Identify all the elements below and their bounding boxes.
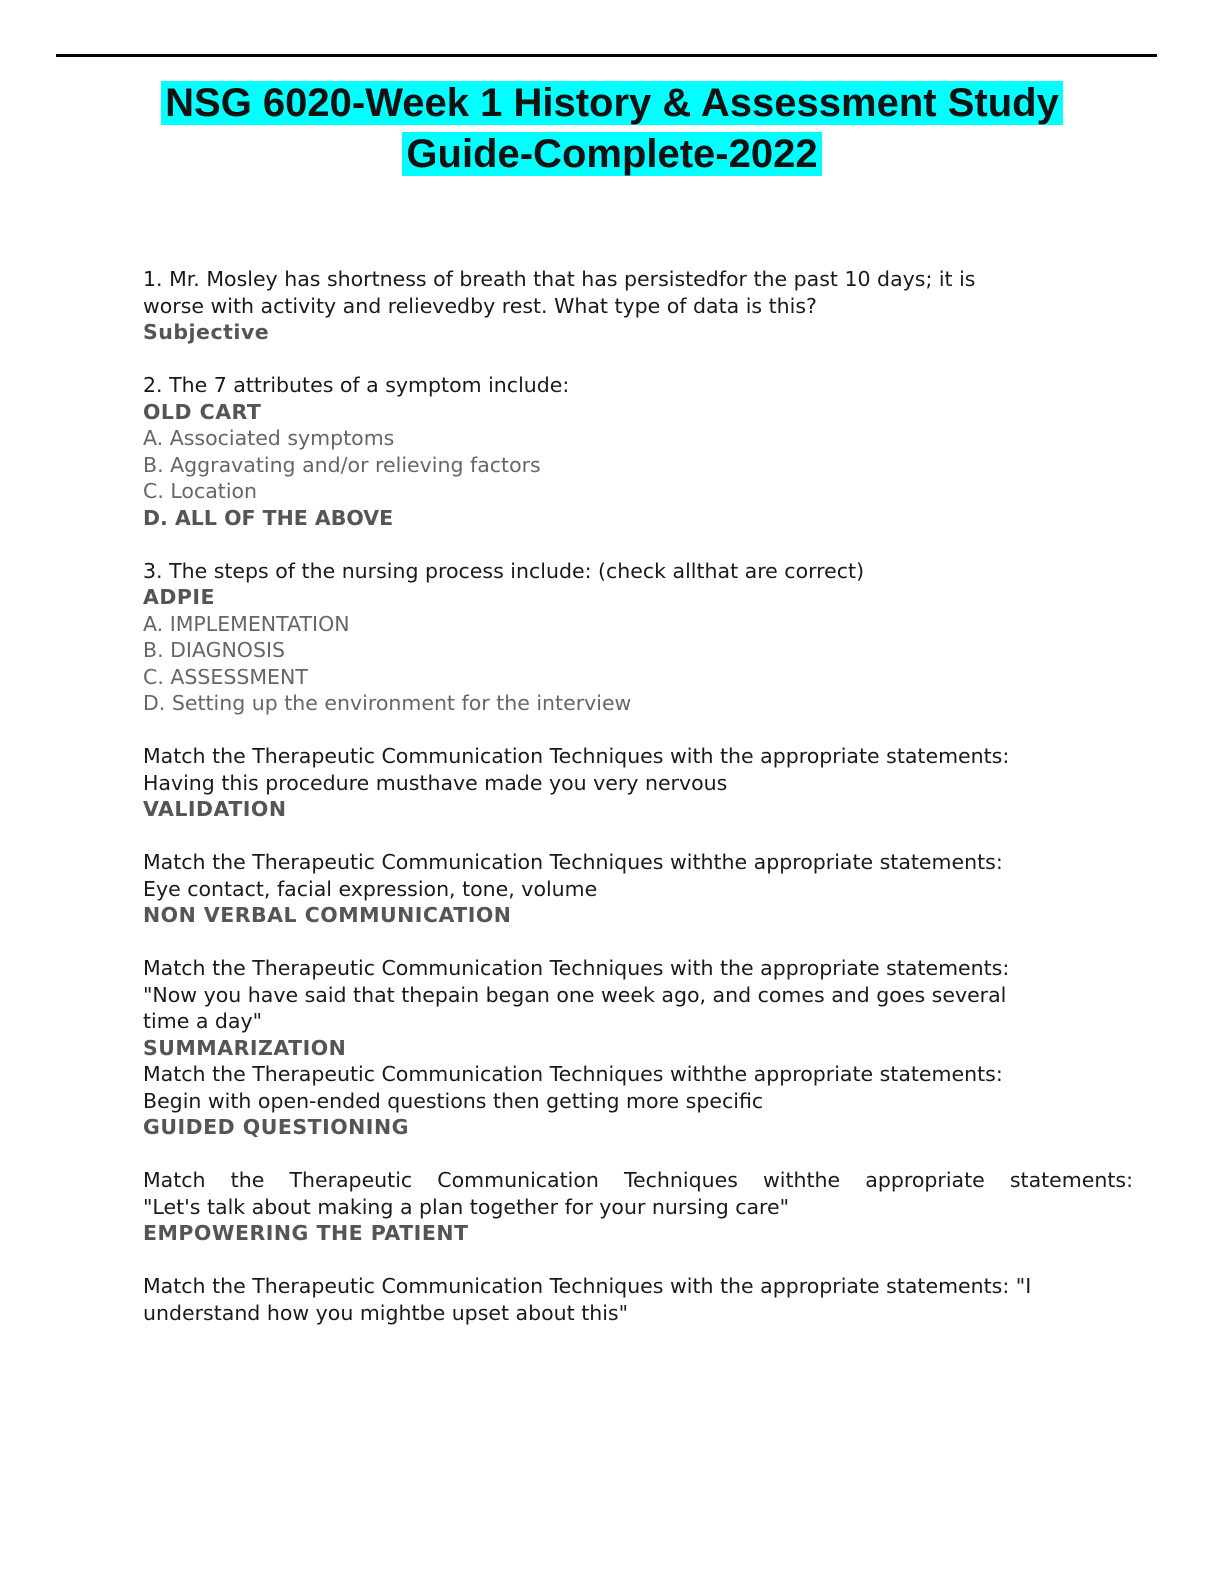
- match-3: [143, 955, 1133, 1061]
- option-d: D. Setting up the environment for the interview: [143, 691, 632, 715]
- match-1: [143, 743, 1133, 823]
- option-c: C. Location: [143, 479, 258, 503]
- match-prompt: Match the Therapeutic Communication Techniques with the appropriate statements:: [143, 744, 1010, 768]
- option-d: D. ALL OF THE ABOVE: [143, 505, 394, 530]
- match-prompt: Match the Therapeutic Communication Techniques with the appropriate statements:: [143, 956, 1010, 980]
- question-text: 1. Mr. Mosley has shortness of breath that has persistedfor the past 10 days; it is: [143, 267, 976, 291]
- question-1: [143, 266, 1133, 346]
- answer: NON VERBAL COMMUNICATION: [143, 903, 512, 927]
- match-prompt: Match the Therapeutic Communication Techniques with the appropriate statements: "I: [143, 1274, 1032, 1298]
- title-line-1: NSG 6020-Week 1 History & Assessment Study: [161, 81, 1063, 125]
- match-prompt: Match the Therapeutic Communication Techniques withthe appropriate statements:: [143, 850, 1003, 874]
- match-statement: Begin with open-ended questions then getting more specific: [143, 1088, 764, 1113]
- option-b: B. Aggravating and/or relieving factors: [143, 452, 541, 477]
- match-prompt: Match the Therapeutic Communication Techniques withthe appropriate statements:: [143, 1062, 1003, 1086]
- match-statement: "Let's talk about making a plan together for your nursing care": [143, 1194, 790, 1219]
- match-statement: Having this procedure musthave made you very nervous: [143, 770, 728, 795]
- answer: OLD CART: [143, 399, 262, 424]
- match-6: [143, 1273, 1133, 1326]
- title-line-2: Guide-Complete-2022: [402, 132, 821, 176]
- answer: VALIDATION: [143, 797, 287, 821]
- question-text: 3. The steps of the nursing process include: (check allthat are correct): [143, 558, 865, 583]
- question-3: [143, 558, 1133, 717]
- match-4: [143, 1061, 1133, 1141]
- match-2: [143, 849, 1133, 929]
- match-statement: "Now you have said that thepain began one week ago, and comes and goes several: [143, 982, 1007, 1007]
- match-5: [143, 1167, 1133, 1247]
- question-2: [143, 372, 1133, 531]
- option-a: A. IMPLEMENTATION: [143, 611, 350, 636]
- option-b: B. DIAGNOSIS: [143, 638, 286, 662]
- option-c: C. ASSESSMENT: [143, 664, 308, 689]
- answer: Subjective: [143, 320, 270, 344]
- answer: GUIDED QUESTIONING: [143, 1115, 409, 1139]
- top-rule: [56, 54, 1157, 57]
- match-statement: understand how you mightbe upset about this": [143, 1300, 629, 1325]
- answer: EMPOWERING THE PATIENT: [143, 1221, 469, 1245]
- question-text: worse with activity and relievedby rest. What type of data is this?: [143, 293, 817, 318]
- question-text: 2. The 7 attributes of a symptom include:: [143, 373, 570, 397]
- option-a: A. Associated symptoms: [143, 426, 395, 450]
- answer: ADPIE: [143, 585, 216, 609]
- match-statement: time a day": [143, 1009, 263, 1033]
- page-title: [0, 78, 1224, 180]
- document-body: [143, 266, 1133, 1353]
- match-statement: Eye contact, facial expression, tone, volume: [143, 876, 598, 901]
- match-prompt: Match the Therapeutic Communication Techniques withthe appropriate statements:: [143, 1168, 1133, 1192]
- answer: SUMMARIZATION: [143, 1035, 347, 1060]
